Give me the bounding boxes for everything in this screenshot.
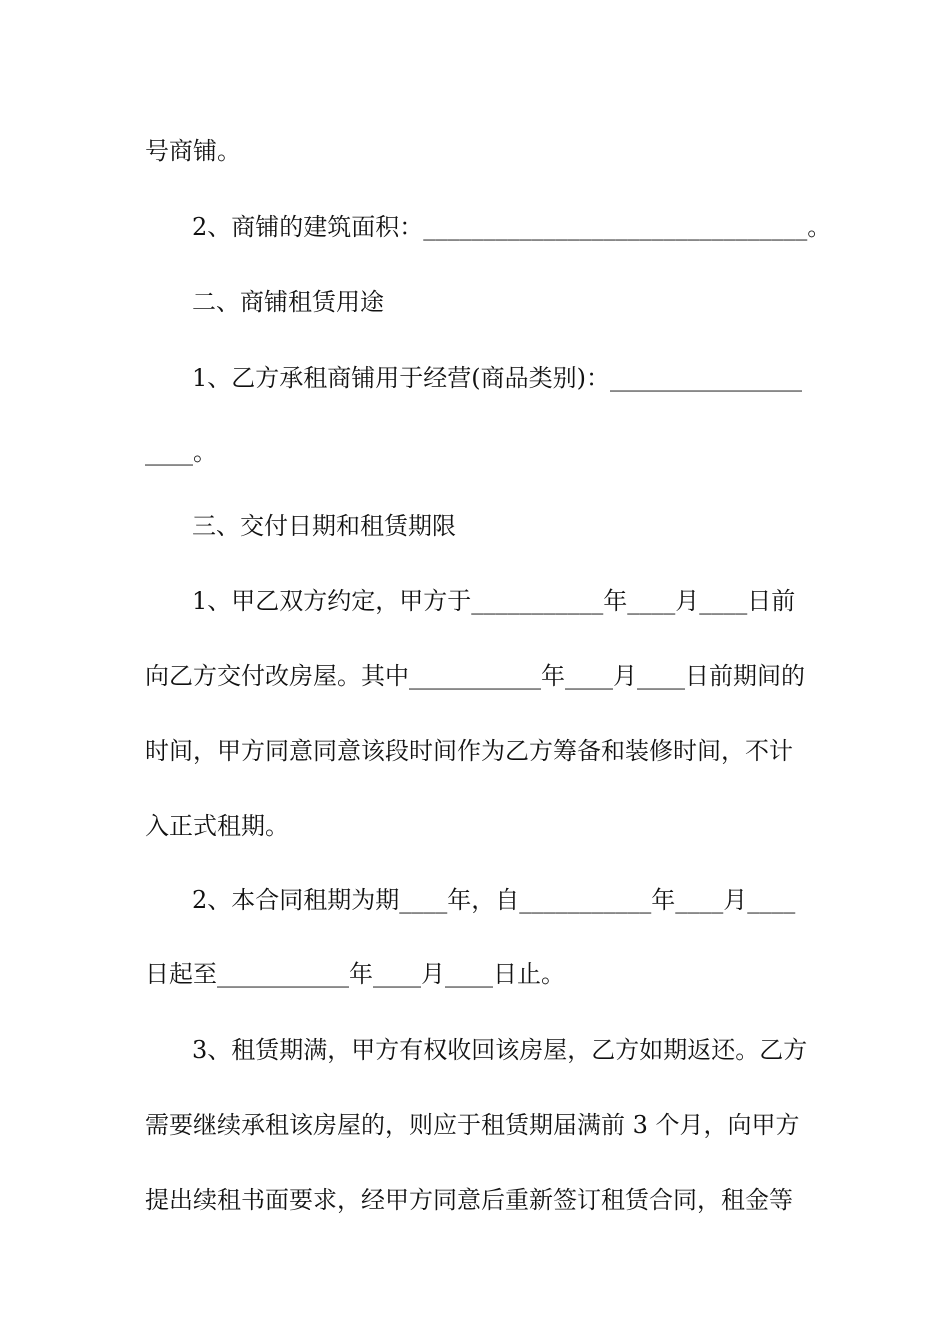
text-line: 需要继续承租该房屋的，则应于租赁期届满前 3 个月，向甲方	[145, 1111, 800, 1139]
text-line: ____。	[145, 438, 217, 466]
text-line: 1、甲乙双方约定，甲方于___________年____月____日前	[192, 587, 796, 615]
section-heading: 二、商铺租赁用途	[192, 288, 384, 316]
text-line: 号商铺。	[145, 137, 241, 165]
text-line: 时间，甲方同意同意该段时间作为乙方筹备和装修时间，不计	[145, 737, 793, 765]
text-line: 提出续租书面要求，经甲方同意后重新签订租赁合同，租金等	[145, 1186, 793, 1214]
text-line: 入正式租期。	[145, 812, 289, 840]
text-line: 向乙方交付改房屋。其中___________年____月____日前期间的	[145, 662, 805, 690]
text-line: 2、本合同租期为期____年，自___________年____月____	[192, 886, 796, 914]
text-line: 日起至___________年____月____日止。	[145, 960, 565, 988]
text-line: 3、租赁期满，甲方有权收回该房屋，乙方如期返还。乙方	[192, 1036, 808, 1064]
text-line: 2、商铺的建筑面积：________________________________。	[192, 213, 832, 241]
section-heading: 三、交付日期和租赁期限	[192, 512, 456, 540]
text-line: 1、乙方承租商铺用于经营(商品类别)：________________	[192, 364, 802, 392]
